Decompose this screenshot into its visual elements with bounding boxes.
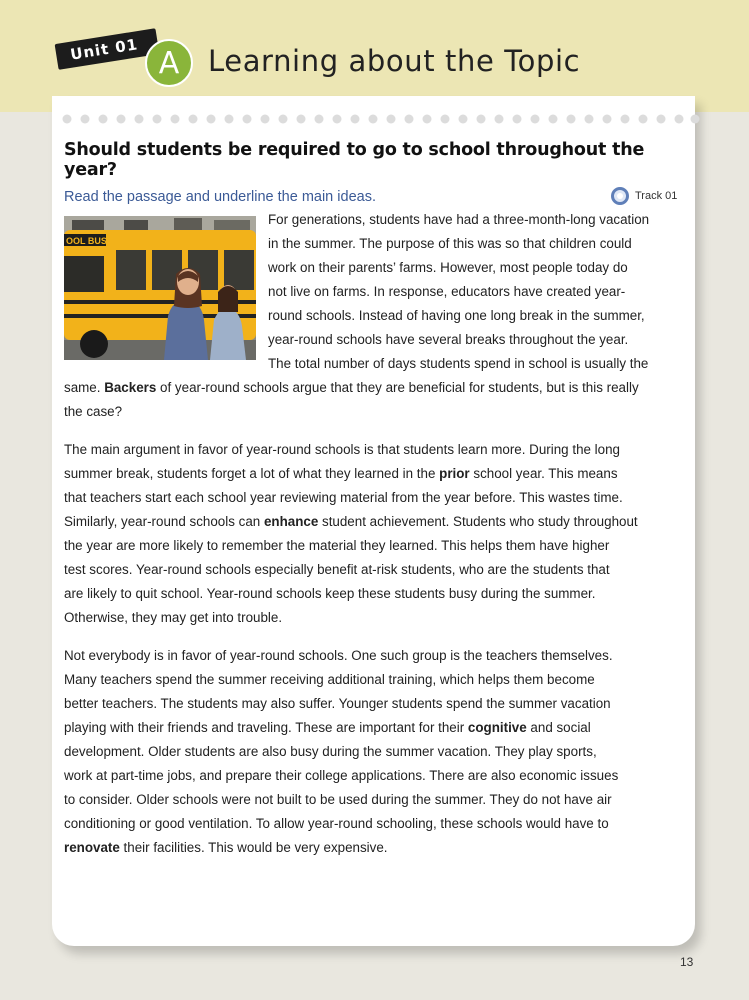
instruction-text: Read the passage and underline the main ideas. [64,189,376,205]
text-line: not live on farms. In response, educators have created year- [268,284,626,299]
text-line: better teachers. The students may also suffer. Younger students spend the summer vacation [64,696,611,711]
paragraph-3 [64,644,698,860]
main-question: Should students be required to go to school throughout the year? [64,140,645,180]
text-line: work on their parents’ farms. However, most people today do [268,260,628,275]
audio-track-button[interactable] [611,187,677,205]
text-line: the case? [64,404,123,419]
text-line: that teachers start each school year reviewing material from the year before. This wastes time. [64,490,623,505]
vocab-word: cognitive [467,720,527,735]
text-line: are likely to quit school. Year-round schools keep these students busy during the summer. [64,586,596,601]
text-line: in the summer. The purpose of this was so that children could [268,236,632,251]
text-line: the year are more likely to remember the material they learned. This helps them have higher [64,538,610,553]
text-line: For generations, students have had a three-month-long vacation [268,212,650,227]
text-line: summer break, students forget a lot of what they learned in the prior school year. This means [64,466,618,481]
vocab-word: enhance [263,514,319,529]
text-line: round schools. Instead of having one long break in the summer, [268,308,645,323]
text-line: Similarly, year-round schools can enhance student achievement. Students who study throughout [64,514,638,529]
vocab-word: renovate [64,840,120,855]
audio-cd-icon [611,187,629,205]
text-line: same. Backers of year-round schools argue that they are beneficial for students, but is this really [64,380,639,395]
text-line: Not everybody is in favor of year-round schools. One such group is the teachers themselves. [64,648,613,663]
text-line: year-round schools have several breaks throughout the year. [268,332,629,347]
dotted-divider [60,112,700,126]
track-label: Track 01 [635,190,678,202]
unit-label: Unit 01 [55,28,160,70]
paragraph-1-continued [64,376,698,424]
text-line: renovate their facilities. This would be very expensive. [64,840,388,855]
page-number: 13 [680,955,694,969]
text-line: development. Older students are also busy during the summer vacation. They play sports, [64,744,597,759]
paragraph-2 [64,438,698,630]
section-letter-badge: A [145,39,193,87]
text-line: playing with their friends and traveling. These are important for their cognitive and social [64,720,591,735]
text-line: conditioning or good ventilation. To allow year-round schooling, these schools would have to [64,816,609,831]
svg-text:OOL BUS: OOL BUS [66,236,107,246]
text-line: The total number of days students spend in school is usually the [268,356,649,371]
school-bus-photo [64,216,256,360]
vocab-word: Backers [104,380,157,395]
section-title: Learning about the Topic [208,44,581,78]
text-line: Otherwise, they may get into trouble. [64,610,283,625]
text-line: The main argument in favor of year-round schools is that students learn more. During the long [64,442,620,457]
text-line: to consider. Older schools were not built to be used during the summer. They do not have air [64,792,612,807]
text-line: test scores. Year-round schools especially benefit at-risk students, who are the students that [64,562,610,577]
paragraph-1-wrapped [268,208,698,376]
text-line: Many teachers spend the summer receiving additional training, which helps them become [64,672,595,687]
vocab-word: prior [439,466,470,481]
text-line: work at part-time jobs, and prepare their college applications. There are also economic issues [64,768,619,783]
